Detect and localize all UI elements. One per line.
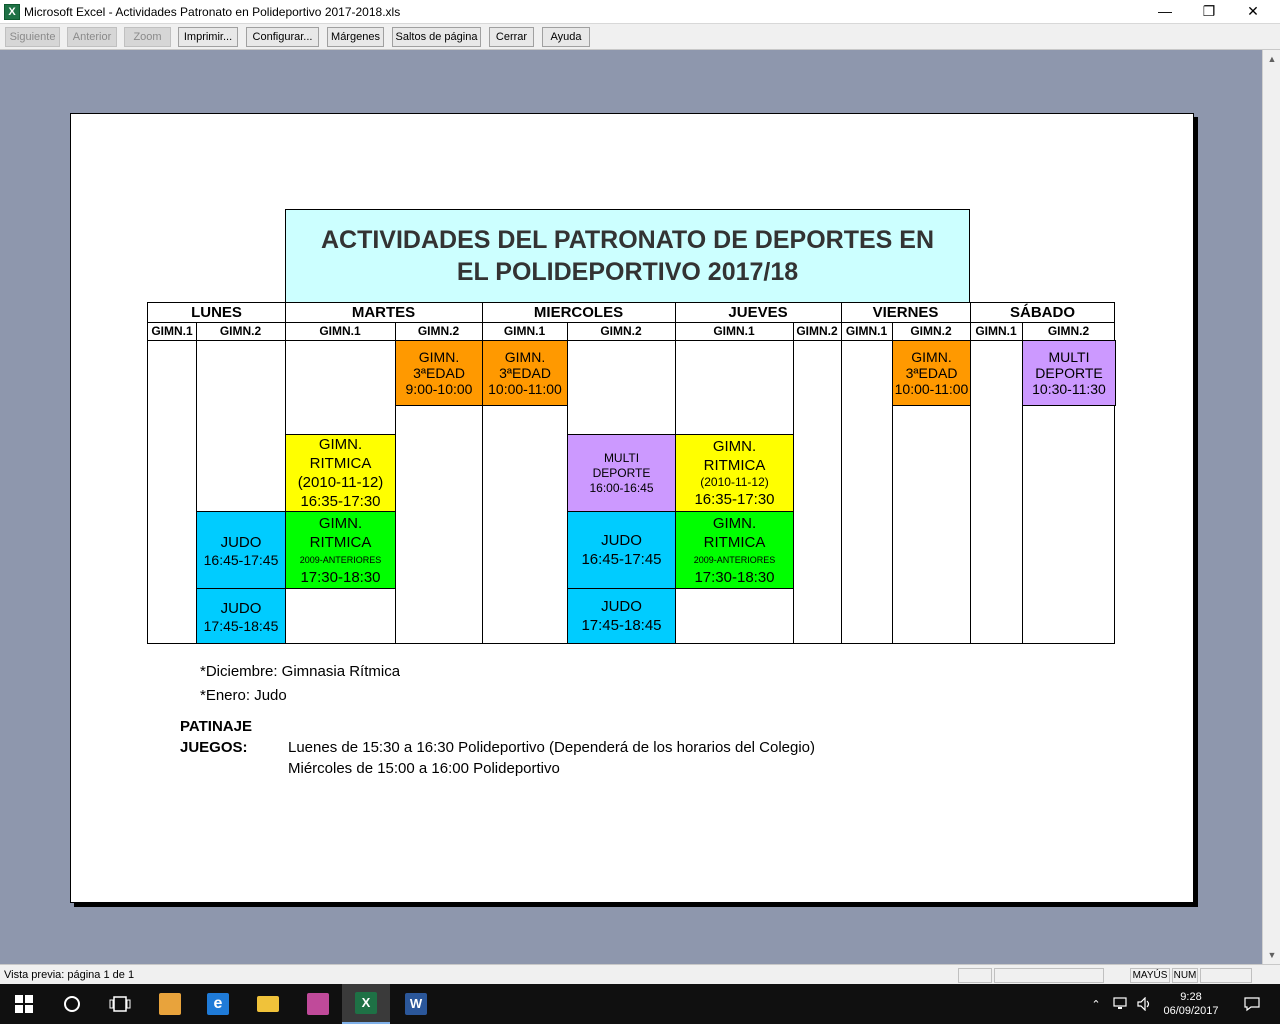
activity-3edad-martes: GIMN. 3ªEDAD 9:00-10:00 bbox=[395, 340, 483, 406]
tray-expand-icon[interactable]: ⌃ bbox=[1091, 998, 1101, 1011]
status-text: Vista previa: página 1 de 1 bbox=[4, 969, 135, 981]
window-title: Microsoft Excel - Actividades Patronato en Polideportivo 2017-2018.xls bbox=[24, 5, 401, 19]
activity-judo-miercoles-2: JUDO 17:45-18:45 bbox=[567, 588, 676, 644]
print-page bbox=[70, 113, 1194, 903]
day-jueves: JUEVES bbox=[728, 304, 788, 321]
num-lock-indicator: NUM bbox=[1173, 970, 1197, 981]
start-icon[interactable] bbox=[0, 984, 48, 1024]
activity-judo-lunes-2: JUDO 17:45-18:45 bbox=[196, 588, 286, 644]
sheet-title-line-2: EL POLIDEPORTIVO 2017/18 bbox=[456, 258, 799, 286]
excel-icon[interactable]: X bbox=[342, 984, 390, 1024]
gym-header: GIMN.1 bbox=[319, 324, 361, 338]
juegos-line-2: Miércoles de 15:00 a 16:00 Polideportivo bbox=[288, 760, 560, 777]
gym-header: GIMN.1 bbox=[503, 324, 546, 338]
status-panel bbox=[1200, 968, 1252, 983]
activity-ritmica-jueves-2: GIMN. RITMICA 2009-ANTERIORES 17:30-18:30 bbox=[675, 511, 794, 589]
juegos-line-1: Luenes de 15:30 a 16:30 Polideportivo (Dependerá de los horarios del Colegio) bbox=[288, 739, 816, 756]
activity-3edad-miercoles: GIMN. 3ªEDAD 10:00-11:00 bbox=[482, 340, 568, 406]
activity-ritmica-martes-1: GIMN. RITMICA (2010-11-12) 16:35-17:30 bbox=[285, 434, 396, 512]
word-icon[interactable]: W bbox=[392, 984, 440, 1024]
day-lunes: LUNES bbox=[191, 304, 242, 321]
juegos-label: JUEGOS: bbox=[180, 739, 248, 756]
patinaje-label: PATINAJE bbox=[180, 718, 252, 735]
page-break-preview-button[interactable]: Saltos de página bbox=[392, 27, 481, 47]
caps-lock-indicator: MAYÚS bbox=[1130, 968, 1170, 983]
print-preview-toolbar bbox=[0, 24, 1280, 50]
day-sabado: SÁBADO bbox=[1009, 304, 1075, 321]
previous-page-button[interactable]: Anterior bbox=[67, 27, 117, 47]
title-bar bbox=[0, 0, 1280, 24]
activity-ritmica-martes-2: GIMN. RITMICA 2009-ANTERIORES 17:30-18:30 bbox=[285, 511, 396, 589]
margins-button[interactable]: Márgenes bbox=[327, 27, 384, 47]
gym-header: GIMN.2 bbox=[417, 324, 460, 338]
gym-header: GIMN.2 bbox=[600, 324, 642, 338]
task-view-icon[interactable] bbox=[96, 984, 144, 1024]
pdf-icon[interactable] bbox=[294, 984, 342, 1024]
gym-header: GIMN.1 bbox=[713, 324, 755, 338]
gym-header: GIMN.1 bbox=[845, 324, 888, 338]
notifications-icon[interactable] bbox=[1232, 984, 1272, 1024]
clock-date: 06/09/2017 bbox=[1163, 1005, 1219, 1017]
activity-3edad-viernes: GIMN. 3ªEDAD 10:00-11:00 bbox=[892, 340, 971, 406]
print-button[interactable]: Imprimir... bbox=[178, 27, 238, 47]
note-diciembre: *Diciembre: Gimnasia Rítmica bbox=[200, 663, 401, 680]
gym-header: GIMN.2 bbox=[1047, 324, 1090, 338]
clock[interactable] bbox=[1158, 984, 1224, 1024]
day-viernes: VIERNES bbox=[872, 304, 939, 321]
note-enero: *Enero: Judo bbox=[200, 687, 287, 704]
taskbar bbox=[0, 984, 1280, 1024]
volume-icon[interactable] bbox=[1134, 984, 1156, 1024]
gym-header: GIMN.1 bbox=[975, 324, 1017, 338]
file-explorer-icon[interactable] bbox=[244, 984, 292, 1024]
gym-header: GIMN.2 bbox=[796, 324, 838, 338]
status-bar bbox=[0, 964, 1280, 984]
sheet-title-line-1: ACTIVIDADES DEL PATRONATO DE DEPORTES EN bbox=[320, 226, 935, 254]
network-icon[interactable] bbox=[1110, 984, 1132, 1024]
cortana-icon[interactable] bbox=[48, 984, 96, 1024]
close-preview-button[interactable]: Cerrar bbox=[489, 27, 534, 47]
scroll-up-icon[interactable]: ▲ bbox=[1267, 54, 1277, 64]
activity-multideporte-sabado: MULTI DEPORTE 10:30-11:30 bbox=[1022, 340, 1116, 406]
clock-time: 9:28 bbox=[1180, 991, 1202, 1003]
schedule-grid bbox=[147, 302, 1115, 644]
day-miercoles: MIERCOLES bbox=[533, 304, 624, 321]
status-panel bbox=[958, 968, 992, 983]
next-page-button[interactable]: Siguiente bbox=[5, 27, 60, 47]
setup-button[interactable]: Configurar... bbox=[246, 27, 319, 47]
gym-header: GIMN.1 bbox=[151, 324, 193, 338]
sheet-title bbox=[285, 209, 970, 303]
zoom-button[interactable]: Zoom bbox=[124, 27, 171, 47]
help-button[interactable]: Ayuda bbox=[542, 27, 590, 47]
status-panel bbox=[994, 968, 1104, 983]
activity-ritmica-jueves-1: GIMN. RITMICA (2010-11-12) 16:35-17:30 bbox=[675, 434, 794, 512]
excel-app-icon: X bbox=[4, 4, 20, 20]
scroll-down-icon[interactable]: ▼ bbox=[1267, 950, 1277, 960]
activity-judo-miercoles-1: JUDO 16:45-17:45 bbox=[567, 511, 676, 589]
minimize-button[interactable]: — bbox=[1158, 3, 1172, 19]
restore-button[interactable]: ❐ bbox=[1202, 3, 1216, 19]
gym-header: GIMN.2 bbox=[219, 324, 262, 338]
activity-judo-lunes-1: JUDO 16:45-17:45 bbox=[196, 511, 286, 589]
edge-icon[interactable]: e bbox=[194, 984, 242, 1024]
activity-multideporte-miercoles: MULTI DEPORTE 16:00-16:45 bbox=[567, 434, 676, 512]
vertical-scrollbar[interactable] bbox=[1262, 50, 1280, 964]
gym-header: GIMN.2 bbox=[910, 324, 952, 338]
day-martes: MARTES bbox=[351, 304, 416, 321]
close-button[interactable]: ✕ bbox=[1247, 3, 1259, 19]
image-viewer-icon[interactable] bbox=[146, 984, 194, 1024]
